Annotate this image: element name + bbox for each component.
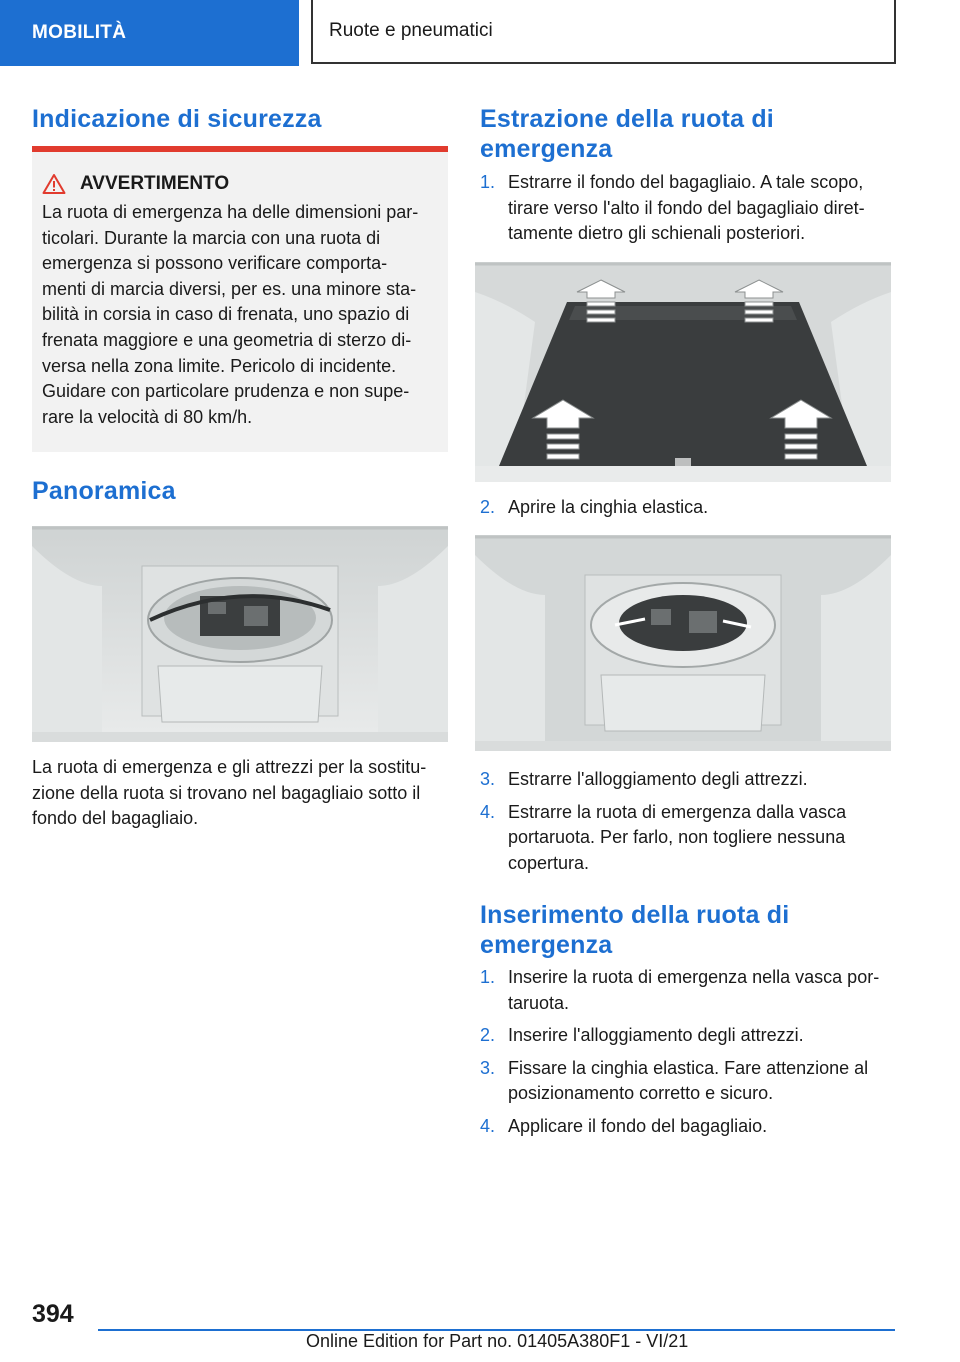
- step-number: 4.: [480, 801, 496, 822]
- step-item: [480, 965, 900, 1016]
- warning-title: AVVERTIMENTO: [80, 173, 230, 194]
- step-text: [508, 965, 879, 1016]
- chapter-tab: [311, 0, 896, 64]
- step-text: Estrarre l'alloggiamento degli attrezzi.: [508, 769, 808, 789]
- overview-heading: Panoramica: [32, 477, 176, 505]
- step-number: 3.: [480, 769, 496, 789]
- insertion-heading: [480, 900, 789, 960]
- step-text: [508, 800, 846, 877]
- step-number: 1.: [480, 172, 496, 192]
- trunk-floor-image: [475, 262, 891, 482]
- spare-wheel-trunk-image: [32, 526, 448, 742]
- step-line: Estrarre la ruota di emergenza dalla vasca: [508, 801, 847, 822]
- step-item: [480, 1056, 900, 1107]
- step-line: Inserire la ruota di emergenza nella vasca por-: [508, 967, 880, 987]
- step-item: [480, 1114, 900, 1140]
- step-text: [508, 1056, 868, 1107]
- warning-line: rare la velocità di 80 km/h.: [42, 406, 253, 427]
- warning-line: frenata maggiore e una geometria di sterzo di-: [42, 329, 412, 350]
- step-number: 2.: [480, 1025, 496, 1046]
- warning-line: bilità in corsia in caso di frenata, uno spazio di: [42, 304, 410, 325]
- warning-text: [42, 200, 438, 430]
- page-number: 394: [32, 1300, 74, 1328]
- step-line: tamente dietro gli schienali posteriori.: [508, 223, 806, 244]
- elastic-strap-image: [475, 535, 891, 751]
- warning-line: menti di marcia diversi, per es. una minore sta-: [42, 278, 417, 299]
- extraction-heading: [480, 104, 774, 164]
- step-text: [508, 170, 865, 247]
- warning-triangle-icon: [42, 173, 66, 195]
- overview-line: La ruota di emergenza e gli attrezzi per la sostitu-: [32, 757, 427, 777]
- warning-line: versa nella zona limite. Pericolo di incidente.: [42, 355, 397, 376]
- warning-line: La ruota di emergenza ha delle dimensioni par-: [42, 202, 419, 222]
- warning-line: ticolari. Durante la marcia con una ruota di: [42, 227, 381, 248]
- extraction-steps-c: [480, 767, 900, 883]
- overview-line: fondo del bagagliaio.: [32, 808, 199, 829]
- chapter-title: Ruote e pneumatici: [329, 20, 493, 41]
- overview-line: zione della ruota si trovano nel bagagliaio sotto il: [32, 782, 421, 803]
- step-item: [480, 767, 900, 793]
- warning-line: emergenza si possono verificare comporta-: [42, 253, 388, 274]
- extraction-heading-line: emergenza: [480, 135, 613, 163]
- section-tab: [0, 0, 299, 66]
- step-line: posizionamento corretto e sicuro.: [508, 1083, 774, 1104]
- safety-heading: Indicazione di sicurezza: [32, 105, 322, 133]
- insertion-heading-line: emergenza: [480, 931, 613, 959]
- step-item: [480, 170, 900, 247]
- step-line: Estrarre il fondo del bagagliaio. A tale scopo,: [508, 172, 864, 192]
- section-title: MOBILITÀ: [32, 22, 127, 43]
- extraction-steps-b: [480, 495, 900, 528]
- step-number: 4.: [480, 1115, 496, 1136]
- insertion-steps: [480, 965, 900, 1147]
- step-line: portaruota. Per farlo, non togliere nessuna: [508, 827, 846, 848]
- step-line: taruota.: [508, 992, 570, 1013]
- step-line: Fissare la cinghia elastica. Fare attenzione al: [508, 1057, 869, 1078]
- warning-box: [32, 146, 448, 452]
- footer-edition: Online Edition for Part no. 01405A380F1 - VI/21: [306, 1331, 689, 1351]
- extraction-heading-line: Estrazione della ruota di: [480, 105, 774, 133]
- step-item: [480, 800, 900, 877]
- step-number: 1.: [480, 967, 496, 987]
- step-line: copertura.: [508, 852, 590, 873]
- step-number: 2.: [480, 497, 496, 517]
- overview-paragraph: [32, 755, 452, 832]
- step-text: Inserire l'alloggiamento degli attrezzi.: [508, 1025, 804, 1046]
- step-item: [480, 495, 900, 521]
- warning-line: Guidare con particolare prudenza e non supe-: [42, 381, 410, 402]
- warning-header: [42, 170, 438, 198]
- step-text: Aprire la cinghia elastica.: [508, 497, 709, 517]
- step-line: tirare verso l'alto il fondo del bagagliaio diret-: [508, 197, 865, 218]
- step-number: 3.: [480, 1057, 496, 1078]
- step-item: [480, 1023, 900, 1049]
- step-text: Applicare il fondo del bagagliaio.: [508, 1115, 768, 1136]
- extraction-steps-a: [480, 170, 900, 254]
- insertion-heading-line: Inserimento della ruota di: [480, 901, 790, 929]
